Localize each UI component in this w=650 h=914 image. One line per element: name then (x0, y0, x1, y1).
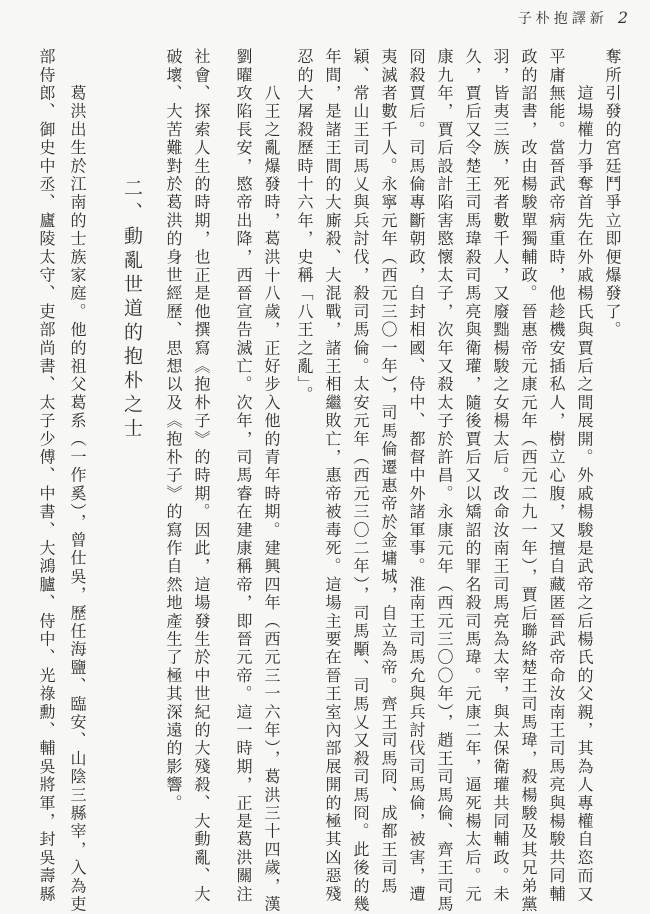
text-column: 奪所引發的宮廷鬥爭立即便爆發了。 (603, 48, 622, 340)
section-heading: 二、動亂世道的抱朴之士 (121, 178, 143, 442)
text-column: 忍的大屠殺歷時十六年，史稱「八王之亂」。 (295, 48, 314, 404)
text-column: 冏殺賈后。司馬倫專斷朝政，自封相國、侍中、都督中外諸軍事。淮南王司馬允與兵討伐司馬倫，被害，遭 (407, 48, 426, 904)
book-title: 子朴抱譯新 (517, 11, 608, 27)
text-column: 葛洪出生於江南的士族家庭。他的祖父葛系（一作奚），曾仕吳，歷任海鹽、臨安、山陰三縣宰，入為吏 (68, 48, 87, 914)
text-column: 部侍郎、御史中丞、廬陵太守、吏部尚書、太子少傅、中書、大鴻臚、侍中、光祿勳、輔吳將軍，封吳壽縣 (37, 48, 56, 904)
text-column: 夷滅者數千人。永寧元年（西元三〇一年），司馬倫遷惠帝於金墉城，自立為帝。齊王司馬冏、成都王司馬 (379, 48, 398, 896)
text-column: 平庸無能。當晉武帝病重時，他趁機安插私人，樹立心腹，又擅自藏匿晉武帝命汝南王司馬亮與楊駿共同輔 (547, 48, 566, 904)
text-column: 康九年，賈后設計陷害愍懷太子，次年又殺太子於許昌。永康元年（西元三〇〇年），趙王司馬倫、齊王司馬 (435, 48, 454, 914)
text-column: 年間，是諸王間的大廝殺、大混戰，諸王相繼敗亡，惠帝被毒死。這場主要在晉王室內部展開的極其凶惡殘 (323, 48, 342, 904)
text-column: 社會、探索人生的時期，也正是他撰寫《抱朴子》的時期。因此，這場發生於中世紀的大殘殺、大動亂、大 (192, 48, 211, 904)
page-number: 2 (617, 8, 628, 27)
text-column: 久，賈后又令楚王司馬瑋殺司馬亮與衛瓘，隨後賈后又以矯詔的罪名殺司馬瑋。元康二年，逼死楊太后。元 (463, 48, 482, 904)
text-column: 政的詔書，改由楊駿單獨輔政。晉惠帝元康元年（西元二九一年），賈后聯絡楚王司馬瑋，殺楊駿及其兄弟黨 (519, 48, 538, 914)
text-column: 這場權力爭奪首先在外戚楊氏與賈后之間展開。外戚楊駿是武帝之后楊氏的父親，其為人專權自恣而又 (575, 48, 594, 904)
text-column: 破壞、大苦難對於葛洪的身世經歷、思想以及《抱朴子》的寫作自然地產生了極其深遠的影響。 (164, 48, 183, 813)
text-column: 羽，皆夷三族，死者數千人，又廢黜楊駿之女楊太后。改命汝南王司馬亮為太宰，與太保衛瓘共同輔政。未 (491, 48, 510, 904)
text-column: 八王之亂爆發時，葛洪十八歲，正好步入他的青年時期。建興四年（西元三一六年），葛洪三十四歲，漢 (262, 48, 281, 914)
running-header (518, 8, 628, 28)
text-column: 劉曜攻陷長安，愍帝出降，西晉宣告滅亡。次年，司馬睿在建康稱帝，即晉元帝。這一時期，正是葛洪關注 (234, 48, 253, 904)
text-column: 穎、常山王司馬乂與兵討伐，殺司馬倫。太安元年（西元三〇二年），司馬顒、司馬乂又殺司馬冏。此後的幾 (351, 48, 370, 914)
